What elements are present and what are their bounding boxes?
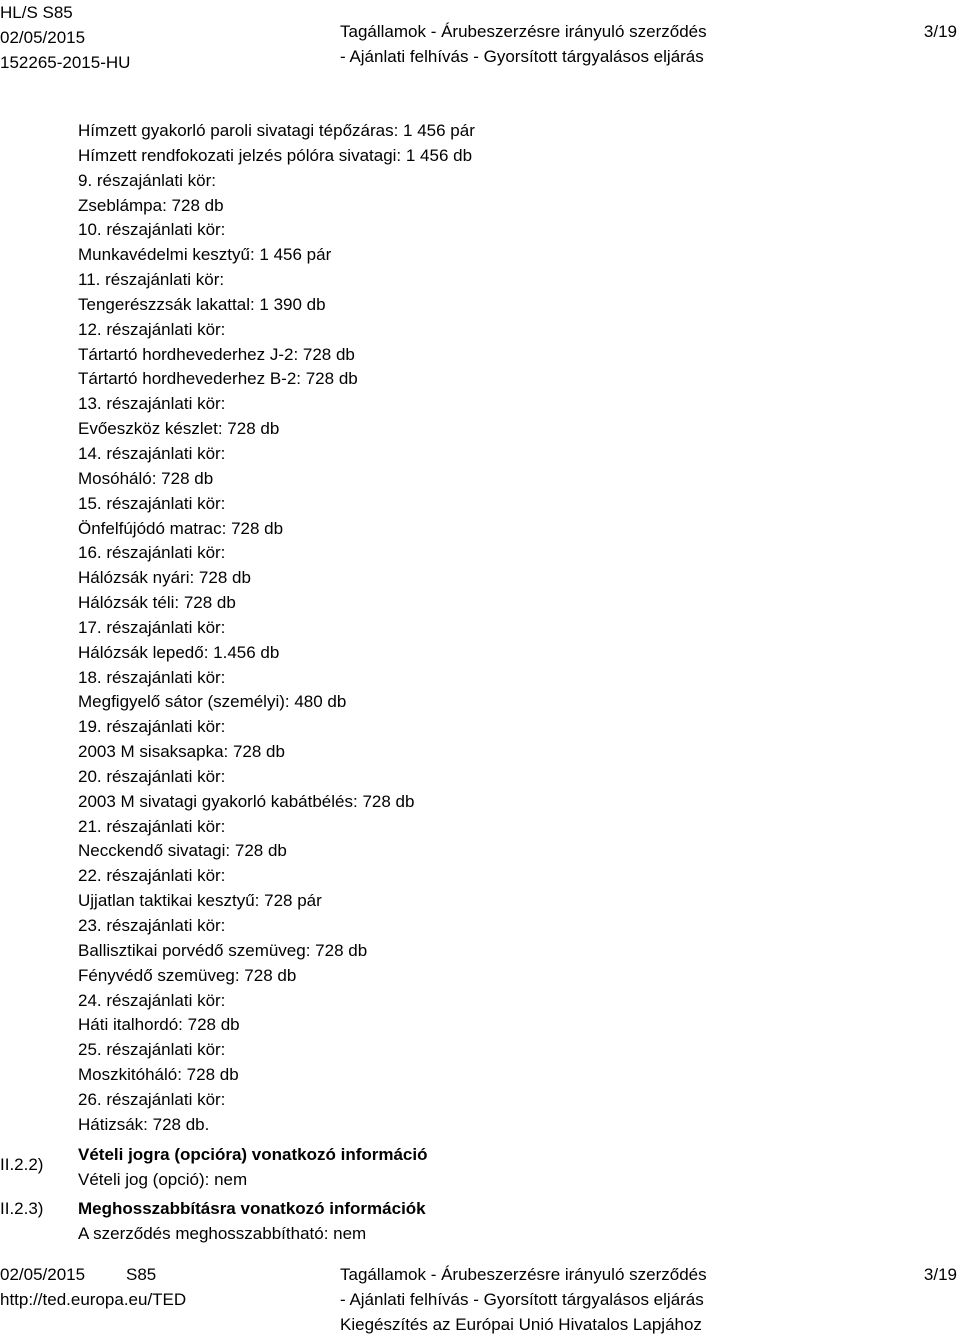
body-line: Tártartó hordhevederhez J-2: 728 db: [78, 344, 355, 364]
body-line: Fényvédő szemüveg: 728 db: [78, 965, 297, 985]
body-line: 16. részajánlati kör:: [78, 543, 226, 563]
footer-title-line-2: - Ajánlati felhívás - Gyorsított tárgyalásos eljárás: [340, 1290, 704, 1309]
header-left: [0, 0, 130, 75]
body-line: 11. részajánlati kör:: [78, 270, 225, 290]
footer-series: S85: [126, 1265, 157, 1284]
section-number: II.2.2): [0, 1155, 44, 1174]
body-line: 17. részajánlati kör:: [78, 617, 226, 637]
body-line: Háti italhordó: 728 db: [78, 1015, 240, 1035]
body-line: Ballisztikai porvédő szemüveg: 728 db: [78, 940, 368, 960]
footer-title-line-1: Tagállamok - Árubeszerzésre irányuló szerződés: [340, 1265, 707, 1284]
footer-date: 02/05/2015: [0, 1265, 86, 1284]
body-line: Mosóháló: 728 db: [78, 468, 214, 488]
section-title: Vételi jogra (opcióra) vonatkozó információ: [78, 1145, 428, 1164]
section-number: II.2.3): [0, 1199, 44, 1218]
body-line: Evőeszköz készlet: 728 db: [78, 419, 280, 439]
body-line: 14. részajánlati kör:: [78, 443, 226, 463]
body-line: 26. részajánlati kör:: [78, 1089, 226, 1109]
body-line: 9. részajánlati kör:: [78, 170, 216, 190]
header-doc-type: HL/S S85: [0, 3, 73, 22]
body-line: Zseblámpa: 728 db: [78, 195, 224, 215]
body-line: Hálózsák téli: 728 db: [78, 593, 236, 613]
body-line: 2003 M sivatagi gyakorló kabátbélés: 728 db: [78, 791, 415, 811]
body-line: 2003 M sisaksapka: 728 db: [78, 742, 285, 762]
section-text: A szerződés meghosszabbítható: nem: [78, 1224, 367, 1243]
body-line: Necckendő sivatagi: 728 db: [78, 841, 287, 861]
body-line: Megfigyelő sátor (személyi): 480 db: [78, 692, 347, 712]
body-line: Moszkitóháló: 728 db: [78, 1065, 239, 1085]
body-line: Önfelfújódó matrac: 728 db: [78, 518, 284, 538]
body-line: Hálózsák lepedő: 1.456 db: [78, 642, 280, 662]
body-line: 15. részajánlati kör:: [78, 493, 226, 513]
body-line: 23. részajánlati kör:: [78, 916, 226, 935]
footer-page-number: 3/19: [923, 1265, 957, 1284]
footer-title: [340, 1262, 707, 1337]
section-text: Vételi jog (opció): nem: [78, 1170, 248, 1189]
section-renewal-info: [0, 1197, 960, 1247]
body-line: Ujjatlan taktikai kesztyű: 728 pár: [78, 891, 322, 911]
body-line: Hálózsák nyári: 728 db: [78, 568, 251, 588]
body-line: 20. részajánlati kör:: [78, 766, 226, 786]
body-line: 19. részajánlati kör:: [78, 717, 226, 737]
body-line: Hátizsák: 728 db.: [78, 1114, 210, 1134]
body-line: Munkavédelmi kesztyű: 1 456 pár: [78, 245, 332, 265]
body-line: 21. részajánlati kör:: [78, 816, 226, 836]
body-line: Tártartó hordhevederhez B-2: 728 db: [78, 369, 358, 389]
body-line: Hímzett gyakorló paroli sivatagi tépőzáras: 1 456 pár: [78, 121, 475, 140]
header-title: [340, 19, 707, 69]
lot-list: [78, 119, 475, 1138]
body-line: 22. részajánlati kör:: [78, 866, 226, 886]
section-option-info: [0, 1143, 960, 1193]
footer-left: [0, 1262, 186, 1312]
body-line: 24. részajánlati kör:: [78, 990, 226, 1010]
section-title: Meghosszabbításra vonatkozó információk: [78, 1199, 426, 1218]
body-line: 25. részajánlati kör:: [78, 1040, 226, 1060]
body-line: Tengerészzsák lakattal: 1 390 db: [78, 294, 326, 314]
body-line: 18. részajánlati kör:: [78, 667, 226, 687]
footer-title-line-3: Kiegészítés az Európai Unió Hivatalos Lapjához: [340, 1315, 702, 1334]
header-date: 02/05/2015: [0, 28, 86, 47]
body-line: Hímzett rendfokozati jelzés pólóra sivatagi: 1 456 db: [78, 145, 473, 165]
header-title-line-2: - Ajánlati felhívás - Gyorsított tárgyalásos eljárás: [340, 47, 704, 66]
footer-url[interactable]: http://ted.europa.eu/TED: [0, 1290, 187, 1309]
body-line: 12. részajánlati kör:: [78, 319, 226, 339]
body-line: 10. részajánlati kör:: [78, 220, 226, 240]
header-page-number: 3/19: [923, 22, 957, 41]
header-doc-id: 152265-2015-HU: [0, 53, 131, 72]
header-title-line-1: Tagállamok - Árubeszerzésre irányuló szerződés: [340, 22, 707, 41]
body-line: 13. részajánlati kör:: [78, 394, 226, 414]
